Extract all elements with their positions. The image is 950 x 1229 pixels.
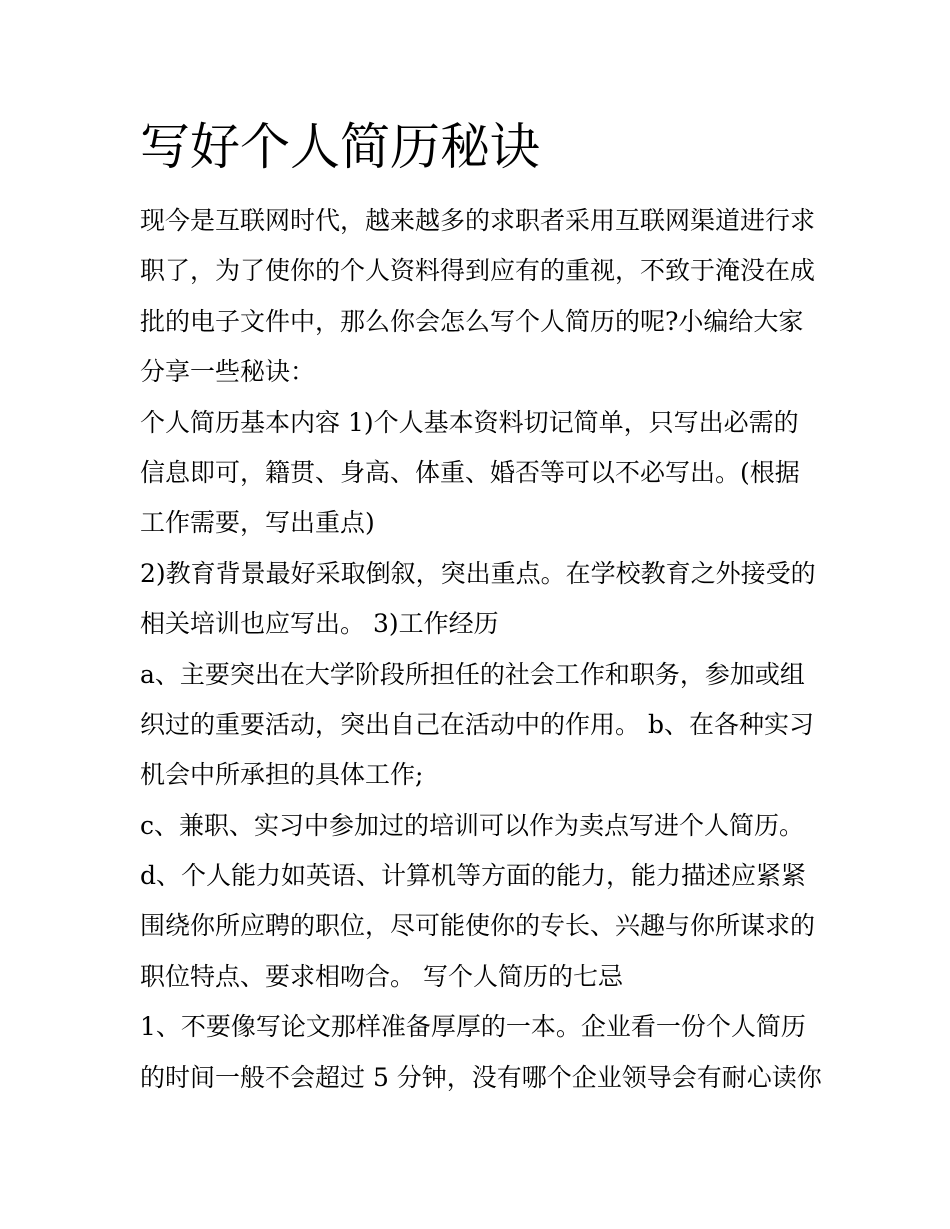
body-line: 相关培训也应写出。 3)工作经历: [140, 609, 499, 639]
document-title: 写好个人简历秘诀: [140, 118, 540, 176]
body-line: 的时间一般不会超过 5 分钟，没有哪个企业领导会有耐心读你: [140, 1062, 822, 1092]
body-line: 职位特点、要求相吻合。 写个人简历的七忌: [140, 961, 623, 991]
body-line: 工作需要，写出重点): [140, 508, 375, 538]
document-body: [140, 196, 830, 1103]
body-line: 现今是互联网时代，越来越多的求职者采用互联网渠道进行求: [140, 206, 816, 235]
body-line: 个人简历基本内容 1)个人基本资料切记简单，只写出必需的: [140, 407, 799, 437]
body-line: 机会中所承担的具体工作;: [140, 760, 424, 790]
body-line: 织过的重要活动，突出自己在活动中的作用。 b、在各种实习: [140, 709, 814, 739]
body-line: c、兼职、实习中参加过的培训可以作为卖点写进个人简历。: [140, 810, 805, 840]
body-line: d、个人能力如英语、计算机等方面的能力，能力描述应紧紧: [140, 861, 807, 891]
body-line: 2)教育背景最好采取倒叙，突出重点。在学校教育之外接受的: [140, 558, 816, 588]
body-line: 信息即可，籍贯、身高、体重、婚否等可以不必写出。(根据: [140, 457, 800, 487]
body-line: 围绕你所应聘的职位，尽可能使你的专长、兴趣与你所谋求的: [140, 911, 816, 941]
body-line: 批的电子文件中，那么你会怎么写个人简历的呢?小编给大家: [140, 306, 804, 336]
body-line: 分享一些秘诀：: [140, 357, 316, 387]
body-line: 职了，为了使你的个人资料得到应有的重视，不致于淹没在成: [140, 256, 816, 286]
body-line: a、主要突出在大学阶段所担任的社会工作和职务，参加或组: [140, 659, 805, 689]
body-line: 1、不要像写论文那样准备厚厚的一本。企业看一份个人简历: [140, 1012, 806, 1042]
